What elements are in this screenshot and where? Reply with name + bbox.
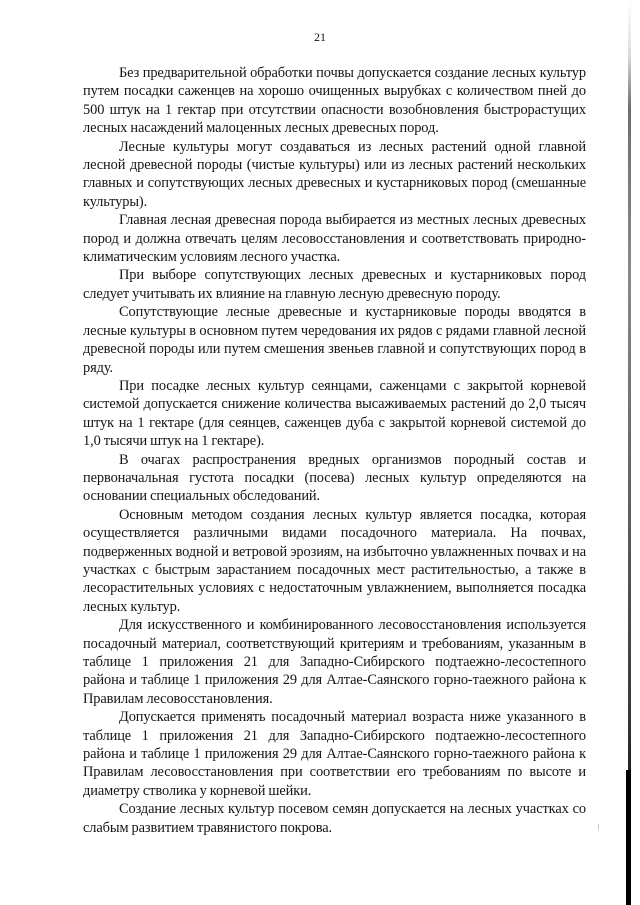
document-body xyxy=(83,64,586,837)
paragraph-3: Главная лесная древесная порода выбирается из местных лесных древесных пород и должна отвечать целям лесовосстановления и соответствовать природно-климатическим условиям лесного участка. xyxy=(83,212,586,266)
paragraph-4: При выборе сопутствующих лесных древесных и кустарниковых пород следует учитывать их влияние на главную лесную древесную породу. xyxy=(83,267,586,302)
scan-speck xyxy=(598,824,599,830)
paragraph-11: Создание лесных культур посевом семян допускается на лесных участках со слабым развитием травянистого покрова. xyxy=(83,801,586,836)
paragraph-6: При посадке лесных культур сеянцами, саженцами с закрытой корневой системой допускается снижение количества высаживаемых растений до 2,0 тысяч штук на 1 гектаре (для сеянцев, саженцев дуба с закрытой корневой системой до 1,0 тысячи штук на 1 гектаре). xyxy=(83,377,586,450)
scan-edge-shadow-dark xyxy=(626,770,631,905)
paragraph-9: Для искусственного и комбинированного лесовосстановления используется посадочный материал, соответствующий критериям и требованиям, указанным в таблице 1 приложения 21 для Западно-Сибирского подтаежно-лесостепного района и таблице 1 приложения 29 для Алтае-Саянского горно-таежного района к Правилам лесовосстановления. xyxy=(83,617,586,707)
page-number: 21 xyxy=(314,30,326,44)
paragraph-1: Без предварительной обработки почвы допускается создание лесных культур путем посадки саженцев на хорошо очищенных вырубках с количеством пней до 500 штук на 1 гектар при отсутствии опасности возобновления быстрорастущих лесных насаждений малоценных лесных древесных пород. xyxy=(83,65,586,137)
paragraph-5: Сопутствующие лесные древесные и кустарниковые породы вводятся в лесные культуры в основном путем чередования их рядов с рядами главной лесной древесной породы или путем смешения звеньев главной и сопутствующих пород в ряду. xyxy=(83,304,586,376)
paragraph-7: В очагах распространения вредных организмов породный состав и первоначальная густота посадки (посева) лесных культур определяются на основании специальных обследований. xyxy=(83,451,586,505)
paragraph-10: Допускается применять посадочный материал возраста ниже указанного в таблице 1 приложения 21 для Западно-Сибирского подтаежно-лесостепного района и таблице 1 приложения 29 для Алтае-Саянского горно-таежного района к Правилам лесовосстановления при соответствии его требованиям по высоте и диаметру стволика у корневой шейки. xyxy=(83,709,586,799)
paragraph-2: Лесные культуры могут создаваться из лесных растений одной главной лесной древесной породы (чистые культуры) или из лесных растений нескольких главных и сопутствующих лесных древесных и кустарниковых пород (смешанные культуры). xyxy=(83,138,586,210)
paragraph-8: Основным методом создания лесных культур является посадка, которая осуществляется различными видами посадочного материала. На почвах, подверженных водной и ветровой эрозиям, на избыточно увлажненных почвах и на участках с быстрым зарастанием посадочных мест растительностью, а также в лесорастительных условиях с недостаточным увлажнением, выполняется посадка лесных культур. xyxy=(83,506,586,615)
